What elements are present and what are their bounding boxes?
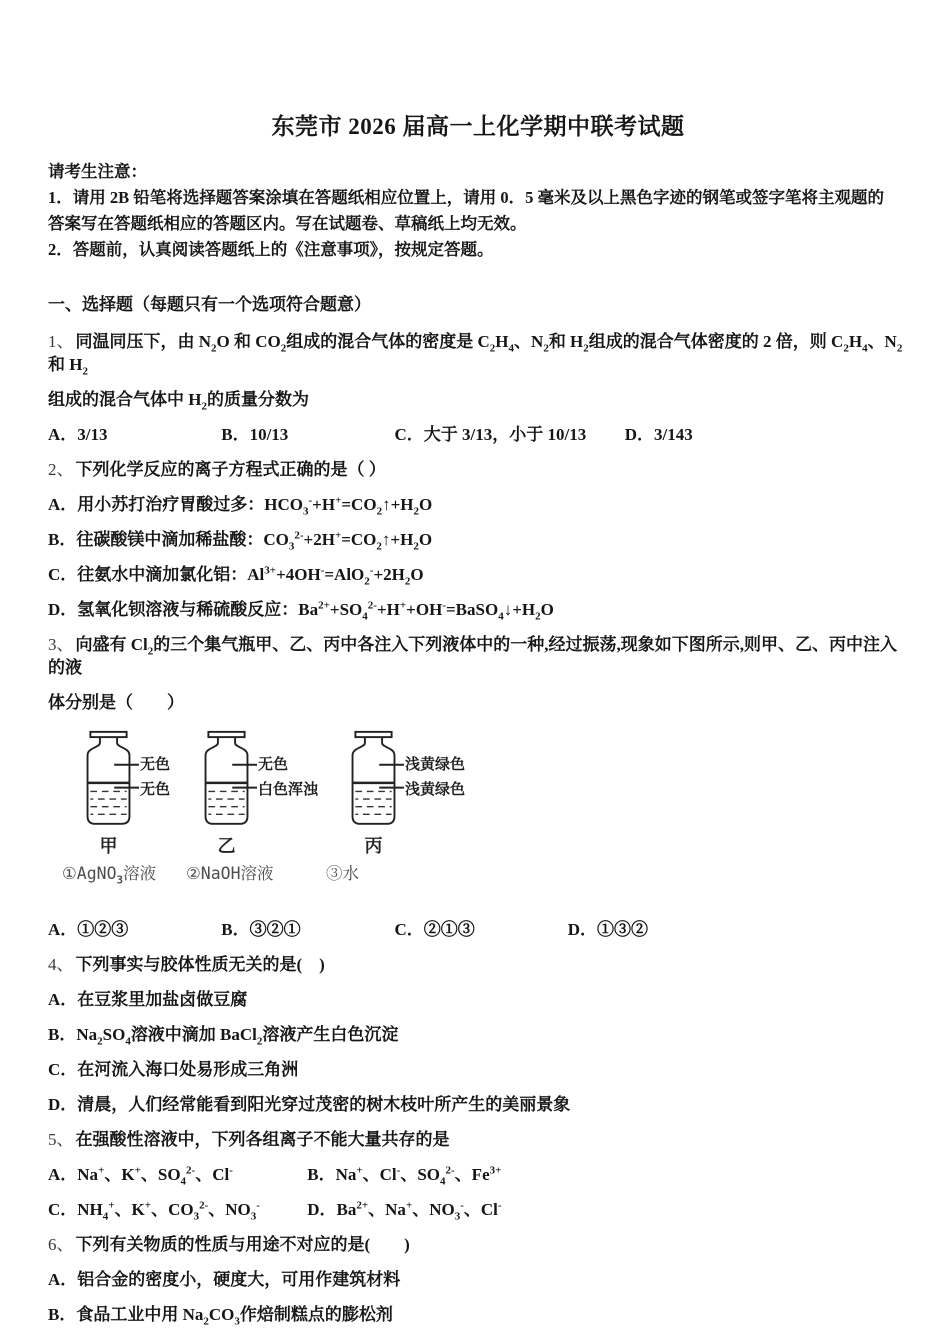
bottle-yi-liquid-label: 白色浑浊	[258, 782, 319, 798]
notice-heading: 请考生注意：	[48, 162, 147, 181]
q2-option-c: C．往氨水中滴加氯化铝：$Al^{3+}+4OH^-=AlO_2^-+2H_2O$	[48, 564, 424, 588]
q4-stem-text: 下列事实与胶体性质无关的是( )	[75, 955, 325, 974]
q2-stem-text: 下列化学反应的离子方程式正确的是（ ）	[75, 460, 386, 479]
bottle-jia-gas-label: 无色	[140, 757, 171, 773]
q1-option-b: B．10/13	[221, 425, 289, 444]
caption-water: ③水	[326, 864, 359, 883]
notice-line-3: 2．答题前，认真阅读答题纸上的《注意事项》，按规定答题。	[48, 240, 494, 259]
section-heading: 一、选择题（每题只有一个选项符合题意）	[48, 295, 371, 314]
q5-option-d: D．$Ba^{2+}$、Na+、$NO_3^-$、Cl-	[307, 1199, 502, 1223]
q5-option-c: C．$NH_4^+$、K+、$CO_3^{2-}$、$NO_3^-$	[48, 1199, 260, 1223]
bottle-jia-name: 甲	[99, 836, 118, 856]
q3-options	[48, 918, 908, 941]
q1-option-c: C．大于 3/13，小于 10/13	[394, 425, 587, 444]
q5-options-row1	[48, 1163, 908, 1186]
q3-stem-line1	[48, 633, 908, 679]
q3-figure-captions	[62, 860, 908, 887]
q3-option-d: D．①③②	[567, 920, 649, 939]
q5-stem-text: 在强酸性溶液中，下列各组离子不能大量共存的是	[75, 1130, 450, 1149]
bottle-yi-group	[196, 730, 343, 858]
q1-options	[48, 423, 908, 446]
notice-block	[48, 159, 908, 263]
bottle-bing-group	[343, 730, 553, 858]
q3-option-b: B．③②①	[221, 920, 301, 939]
q3-option-c: C．②①③	[394, 920, 475, 939]
q2-option-a: A．用小苏打治疗胃酸过多：$HCO_3^-+H^+=CO_2↑+H_2O$	[48, 494, 433, 518]
caption-agno3: ①AgNO$_3$溶液	[62, 864, 157, 887]
notice-line-2: 答案写在答题纸相应的答题区内。写在试题卷、草稿纸上均无效。	[48, 214, 527, 233]
q1-option-d: D．3/143	[624, 425, 693, 444]
bottle-bing-gas-label: 浅黄绿色	[405, 757, 466, 773]
q6-stem	[48, 1233, 908, 1256]
bottle-jia-liquid-label: 无色	[140, 782, 171, 798]
q2-option-d: D．氢氧化钡溶液与稀硫酸反应：$Ba^{2+}+SO_4^{2-}+H^++OH^-=BaSO_4↓+H_2O$	[48, 599, 554, 623]
bottle-bing-liquid-label: 浅黄绿色	[405, 782, 466, 798]
q6-number: 6、	[48, 1235, 74, 1254]
bottle-yi-gas-label: 无色	[258, 757, 289, 773]
gas-bottle-icon	[196, 730, 257, 830]
q5-number: 5、	[48, 1130, 74, 1149]
q2-option-b: B．往碳酸镁中滴加稀盐酸：$CO_3^{2-}+2H^+=CO_2↑+H_2O$	[48, 529, 433, 553]
q1-option-a: A．3/13	[48, 425, 108, 444]
q2-number: 2、	[48, 460, 74, 479]
q5-stem	[48, 1128, 908, 1151]
q5-options-row2	[48, 1198, 908, 1221]
gas-bottle-icon	[343, 730, 404, 830]
q4-number: 4、	[48, 955, 74, 974]
q2-stem	[48, 458, 908, 481]
q1-stem-line1	[48, 330, 908, 376]
caption-naoh: ②NaOH溶液	[186, 864, 274, 883]
q4-option-d: D．清晨，人们经常能看到阳光穿过茂密的树木枝叶所产生的美丽景象	[48, 1095, 571, 1114]
gas-bottle-icon	[78, 730, 139, 830]
q3-number: 3、	[48, 635, 74, 654]
q4-stem	[48, 953, 908, 976]
q3-option-a: A．①②③	[48, 920, 129, 939]
bottle-jia-group	[78, 730, 196, 858]
q3-stem-line2: 体分别是（ ）	[48, 693, 184, 712]
q4-option-b: B．$Na_2SO_4$溶液中滴加 BaCl$_2$溶液产生白色沉淀	[48, 1025, 399, 1048]
q1-number: 1、	[48, 332, 74, 351]
q1-stem-text: 同温同压下，由 $N_2O$ 和 $CO_2$组成的混合气体的密度是 $C_2H_4$、$N_2$和 $H_2$组成的混合气体密度的 2 倍，则 $C_2H_4$、$N_2$和 $H_2$	[48, 332, 903, 378]
notice-line-1: 1．请用 2B 铅笔将选择题答案涂填在答题纸相应位置上，请用 0．5 毫米及以上黑色字迹的钢笔或签字笔将主观题的	[48, 188, 885, 207]
q5-option-b: B．Na+、Cl-、$SO_4^{2-}$、$Fe^{3+}$	[307, 1164, 502, 1188]
bottle-bing-name: 丙	[364, 836, 383, 856]
q1-stem-line2: 组成的混合气体中 $H_2$的质量分数为	[48, 390, 309, 413]
page-title: 东莞市 2026 届高一上化学期中联考试题	[271, 114, 685, 139]
bottle-yi-name: 乙	[217, 836, 236, 856]
q5-option-a: A．Na+、K+、$SO_4^{2-}$、Cl-	[48, 1164, 233, 1188]
q3-stem-text: 向盛有 $Cl_2$的三个集气瓶甲、乙、丙中各注入下列液体中的一种,经过振荡,现象如下图所示,则甲、乙、丙中注入的液	[48, 635, 897, 677]
q4-option-a: A．在豆浆里加盐卤做豆腐	[48, 990, 248, 1009]
q6-stem-text: 下列有关物质的性质与用途不对应的是( )	[75, 1235, 410, 1254]
q6-option-a: A．铝合金的密度小，硬度大，可用作建筑材料	[48, 1270, 401, 1289]
q3-figure	[78, 730, 908, 858]
q4-option-c: C．在河流入海口处易形成三角洲	[48, 1060, 299, 1079]
q6-option-b: B．食品工业中用 $Na_2CO_3$作焙制糕点的膨松剂	[48, 1305, 393, 1328]
